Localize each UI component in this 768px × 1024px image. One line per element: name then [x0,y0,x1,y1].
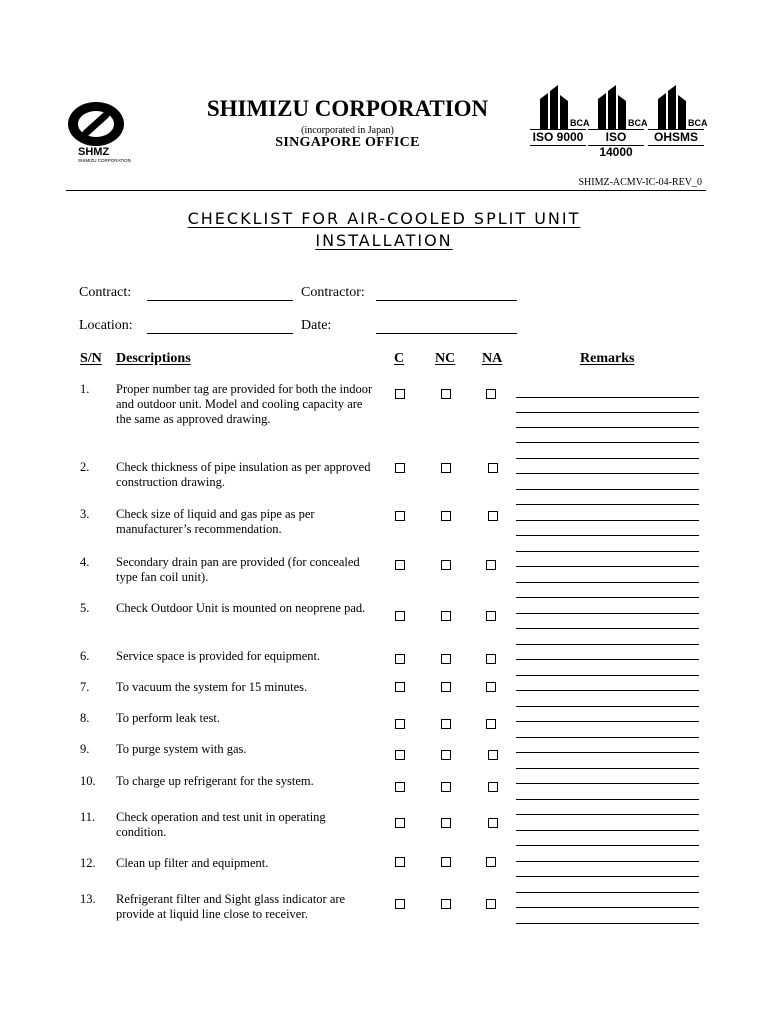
item-sn: 9. [80,742,90,756]
item-description: Check size of liquid and gas pipe as per manufacturer’s recommendation. [116,507,315,536]
checkbox-c[interactable] [395,654,405,664]
cert-label: ISO 14000 [588,129,644,146]
checkbox-na[interactable] [486,611,496,621]
contractor-field[interactable] [376,300,517,301]
checkbox-nc[interactable] [441,654,451,664]
document-reference: SHIMZ-ACMV-IC-04-REV_0 [578,177,702,188]
item-description: To purge system with gas. [116,742,247,756]
column-descriptions: Descriptions [116,351,191,366]
checkbox-na[interactable] [486,899,496,909]
item-description: Secondary drain pan are provided (for concealed type fan coil unit). [116,555,360,584]
bca-mark-icon [648,85,708,129]
item-sn: 10. [80,774,96,788]
svg-text:BCA: BCA [570,118,590,128]
checkbox-nc[interactable] [441,719,451,729]
checkbox-nc[interactable] [441,782,451,792]
remarks-line[interactable] [516,830,699,831]
item-sn: 3. [80,507,90,521]
remarks-line[interactable] [516,427,699,428]
remarks-line[interactable] [516,458,699,459]
checkbox-na[interactable] [486,682,496,692]
column-na: NA [482,351,503,366]
item-description: Clean up filter and equipment. [116,856,269,870]
checkbox-nc[interactable] [441,818,451,828]
header-divider [66,190,706,191]
svg-text:BCA: BCA [628,118,648,128]
checkbox-na[interactable] [488,782,498,792]
remarks-line[interactable] [516,597,699,598]
remarks-line[interactable] [516,721,699,722]
item-description: To vacuum the system for 15 minutes. [116,680,308,694]
checkbox-c[interactable] [395,611,405,621]
office-name: SINGAPORE OFFICE [275,135,420,150]
item-description: Check thickness of pipe insulation as per approved construction drawing. [116,460,371,489]
remarks-line[interactable] [516,845,699,846]
remarks-line[interactable] [516,892,699,893]
checkbox-c[interactable] [395,463,405,473]
checkbox-nc[interactable] [441,389,451,399]
remarks-line[interactable] [516,489,699,490]
item-sn: 12. [80,856,96,870]
item-sn: 11. [80,810,96,824]
column-remarks: Remarks [580,351,635,366]
remarks-line[interactable] [516,535,699,536]
column-c: C [394,351,405,366]
item-sn: 13. [80,892,96,906]
checkbox-nc[interactable] [441,682,451,692]
cert-label: ISO 9000 [530,129,586,146]
remarks-line[interactable] [516,473,699,474]
checkbox-nc[interactable] [441,750,451,760]
remarks-line[interactable] [516,566,699,567]
checkbox-na[interactable] [488,511,498,521]
date-label: Date: [301,318,332,333]
checkbox-na[interactable] [486,719,496,729]
logo-subtext: SHIMIZU CORPORATION [78,158,131,163]
remarks-line[interactable] [516,783,699,784]
remarks-line[interactable] [516,690,699,691]
remarks-line[interactable] [516,737,699,738]
item-sn: 6. [80,649,90,663]
remarks-line[interactable] [516,799,699,800]
checkbox-c[interactable] [395,782,405,792]
item-description: Proper number tag are provided for both the indoor and outdoor unit. Model and cooling capacity are the same as approved drawing. [116,382,373,426]
title-line-2: INSTALLATION [315,231,453,250]
checkbox-na[interactable] [486,560,496,570]
item-description: Service space is provided for equipment. [116,649,321,663]
item-sn: 1. [80,382,90,396]
contractor-label: Contractor: [301,285,365,300]
cert-iso14000 [588,85,648,159]
remarks-line[interactable] [516,876,699,877]
remarks-line[interactable] [516,504,699,505]
title-line-1: CHECKLIST FOR AIR-COOLED SPLIT UNIT [187,209,581,228]
svg-text:BCA: BCA [688,118,708,128]
remarks-line[interactable] [516,923,699,924]
remarks-line[interactable] [516,582,699,583]
remarks-line[interactable] [516,644,699,645]
cert-label: OHSMS [648,129,704,146]
remarks-line[interactable] [516,768,699,769]
checkbox-c[interactable] [395,389,405,399]
checklist-title [84,208,684,252]
checkbox-c[interactable] [395,719,405,729]
item-description: Refrigerant filter and Sight glass indicator are provide at liquid line close to receiver. [116,892,346,921]
incorporated-note: (incorporated in Japan) [301,125,394,136]
remarks-line[interactable] [516,675,699,676]
item-description: To charge up refrigerant for the system. [116,774,314,788]
checkbox-nc[interactable] [441,899,451,909]
bca-mark-icon [588,85,648,129]
checkbox-na[interactable] [486,389,496,399]
location-field[interactable] [147,333,293,334]
checkbox-na[interactable] [486,654,496,664]
remarks-line[interactable] [516,861,699,862]
item-description: To perform leak test. [116,711,220,725]
item-sn: 7. [80,680,90,694]
checkbox-c[interactable] [395,560,405,570]
checkbox-nc[interactable] [441,857,451,867]
remarks-line[interactable] [516,442,699,443]
remarks-line[interactable] [516,752,699,753]
checkbox-c[interactable] [395,682,405,692]
checkbox-nc[interactable] [441,463,451,473]
remarks-line[interactable] [516,907,699,908]
cert-iso9000 [530,85,590,151]
contract-label: Contract: [79,285,132,300]
remarks-line[interactable] [516,706,699,707]
checkbox-na[interactable] [488,463,498,473]
checkbox-nc[interactable] [441,611,451,621]
item-description: Check Outdoor Unit is mounted on neoprene pad. [116,601,366,615]
column-sn: S/N [80,351,102,366]
checkbox-c[interactable] [395,511,405,521]
cert-ohsms [648,85,708,151]
column-nc: NC [435,351,456,366]
bca-mark-icon [530,85,590,129]
remarks-line[interactable] [516,613,699,614]
remarks-line[interactable] [516,659,699,660]
logo-text: SHMZ [78,146,110,158]
item-sn: 2. [80,460,90,474]
item-description: Check operation and test unit in operating condition. [116,810,326,839]
remarks-line[interactable] [516,814,699,815]
checkbox-na[interactable] [486,857,496,867]
shimizu-logo [66,97,146,165]
checkbox-nc[interactable] [441,560,451,570]
remarks-line[interactable] [516,412,699,413]
checkbox-na[interactable] [488,750,498,760]
checkbox-c[interactable] [395,818,405,828]
remarks-line[interactable] [516,628,699,629]
checkbox-na[interactable] [488,818,498,828]
checkbox-c[interactable] [395,857,405,867]
date-field[interactable] [376,333,517,334]
location-label: Location: [79,318,133,333]
remarks-line[interactable] [516,520,699,521]
remarks-line[interactable] [516,397,699,398]
contract-field[interactable] [147,300,293,301]
item-sn: 4. [80,555,90,569]
company-name: SHIMIZU CORPORATION [206,96,489,121]
checkbox-c[interactable] [395,750,405,760]
remarks-line[interactable] [516,551,699,552]
item-sn: 5. [80,601,90,615]
checkbox-nc[interactable] [441,511,451,521]
item-sn: 8. [80,711,90,725]
checkbox-c[interactable] [395,899,405,909]
